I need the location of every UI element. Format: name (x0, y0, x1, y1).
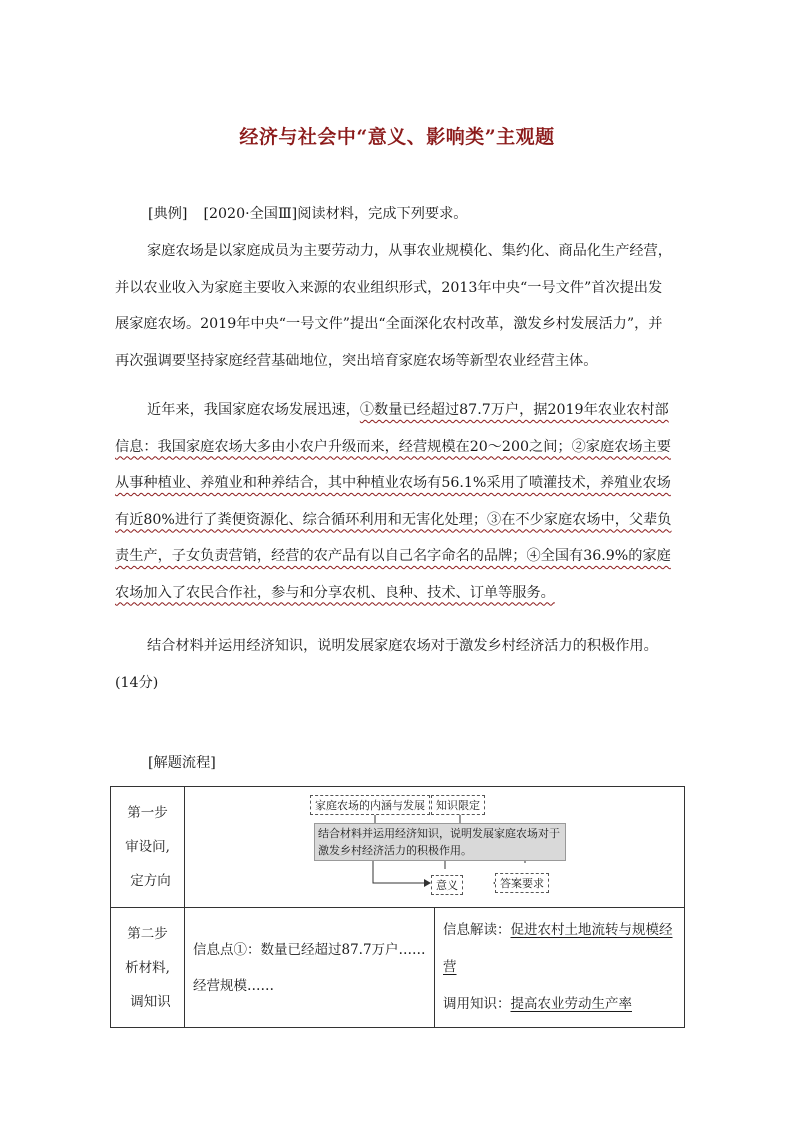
material-paragraph-1: 家庭农场是以家庭成员为主要劳动力，从事农业规模化、集约化、商品化生产经营，并以农业收入为家庭主要收入来源的农业组织形式，2013年中央“一号文件”首次提出发展家庭农场。2019年中央“一号文件”提出“全面深化农村改革，激发乡村发展活力”，并再次强调要坚持家庭经营基础地位，突出培育家庭农场等新型农业经营主体。 (115, 243, 672, 369)
knowledge-limit-box: 知识限定 (431, 795, 485, 815)
info-point-line-2: 经营规模…… (193, 977, 274, 994)
connotation-box: 家庭农场的内涵与发展 (310, 795, 430, 815)
step1-row (111, 787, 685, 908)
solution-process-table (110, 786, 685, 1028)
step1-line-2: 审设问, (125, 839, 170, 855)
info-point-cell (185, 908, 435, 1028)
step1-label (111, 787, 185, 908)
step1-diagram-cell (185, 787, 685, 908)
knowledge-label: 调用知识： (443, 996, 511, 1012)
example-line (115, 196, 675, 233)
step1-line-1: 第一步 (127, 805, 168, 821)
question-box-line-2: 激发乡村经济活力的积极作用。 (318, 844, 472, 857)
example-source: [2020·全国Ⅲ]阅读材料，完成下列要求。 (203, 206, 468, 222)
process-heading: [解题流程] (148, 755, 216, 771)
material-paragraph-2 (115, 392, 675, 611)
question-box (314, 823, 566, 861)
question-analysis-diagram (185, 787, 684, 907)
interpretation-cell (435, 908, 685, 1028)
step1-line-3: 定方向 (130, 873, 171, 889)
para2-lead: 近年来，我国家庭农场发展迅速， (147, 402, 360, 418)
question-box-line-1: 结合材料并运用经济知识，说明发展家庭农场对于 (318, 827, 560, 840)
knowledge-line (443, 986, 676, 1023)
step2-line-3: 调知识 (130, 993, 171, 1010)
step2-line-1: 第二步 (127, 925, 168, 942)
answer-requirement-box: 答案要求 (495, 873, 549, 893)
info-point-line-1: 信息点①：数量已经超过87.7万户…… (193, 941, 426, 958)
interpret-text: 促进农村土地流转与规模经营 (443, 922, 673, 975)
interpret-line (443, 912, 676, 986)
step2-label (111, 908, 185, 1028)
step2-line-2: 析材料, (125, 959, 170, 976)
info-point (185, 932, 434, 1004)
example-tag: [典例] (148, 206, 188, 222)
meaning-box: 意义 (431, 875, 463, 895)
step2-row (111, 908, 685, 1028)
interpret-label: 信息解读： (443, 922, 511, 938)
page-title: 经济与社会中“意义、影响类”主观题 (239, 126, 555, 148)
question-text: 结合材料并运用经济知识，说明发展家庭农场对于激发乡村经济活力的积极作用。(14分) (115, 638, 658, 691)
para2-marked-text: ①数量已经超过87.7万户，据2019年农业农村部信息：我国家庭农场大多由小农户升级而来，经营规模在20～200之间；②家庭农场主要从事种植业、养殖业和种养结合，其中种植业农场有56.1%采用了喷灌技术，养殖业农场有近80%进行了粪便资源化、综合循环利用和无害化处理；③在不少家庭农场中，父辈负责生产，子女负责营销，经营的农产品有以自己名字命名的品牌；④全国有36.9%的家庭农场加入了农民合作社，参与和分享农机、良种、技术、订单等服务。 (115, 402, 672, 601)
knowledge-text: 提高农业劳动生产率 (510, 996, 632, 1012)
interpretation (435, 912, 684, 1023)
